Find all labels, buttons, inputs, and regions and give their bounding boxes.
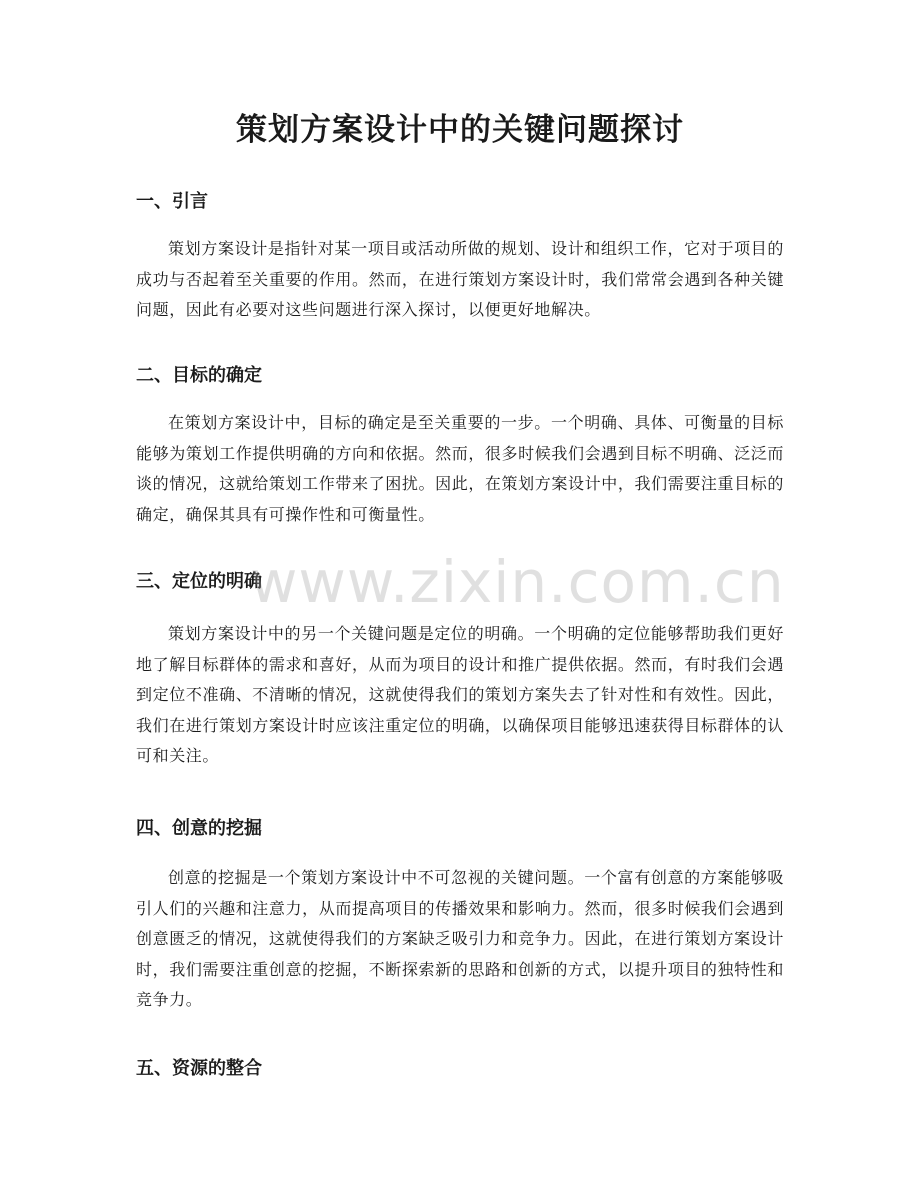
document-title: 策划方案设计中的关键问题探讨 [236, 112, 684, 148]
section-paragraph-positioning: 策划方案设计中的另一个关键问题是定位的明确。一个明确的定位能够帮助我们更好地了解目标群体的需求和喜好，从而为项目的设计和推广提供依据。然而，有时我们会遇到定位不准确、不清晰的情况，这就使得我们的策划方案失去了针对性和有效性。因此，我们在进行策划方案设计时应该注重定位的明确，以确保项目能够迅速获得目标群体的认可和关注。 [136, 624, 784, 765]
section-heading-intro: 一、引言 [136, 191, 208, 212]
section-heading-creativity: 四、创意的挖掘 [136, 818, 262, 839]
section-heading-resources: 五、资源的整合 [136, 1058, 262, 1079]
section-heading-goal: 二、目标的确定 [136, 365, 262, 386]
section-paragraph-intro: 策划方案设计是指针对某一项目或活动所做的规划、设计和组织工作，它对于项目的成功与否起着至关重要的作用。然而，在进行策划方案设计时，我们常常会遇到各种关键问题，因此有必要对这些问题进行深入探讨，以便更好地解决。 [136, 239, 784, 319]
section-paragraph-goal: 在策划方案设计中，目标的确定是至关重要的一步。一个明确、具体、可衡量的目标能够为策划工作提供明确的方向和依据。然而，很多时候我们会遇到目标不明确、泛泛而谈的情况，这就给策划工作带来了困扰。因此，在策划方案设计中，我们需要注重目标的确定，确保其具有可操作性和可衡量性。 [136, 413, 784, 524]
watermark: www.zixin.com.cn [250, 548, 785, 616]
section-paragraph-creativity: 创意的挖掘是一个策划方案设计中不可忽视的关键问题。一个富有创意的方案能够吸引人们的兴趣和注意力，从而提高项目的传播效果和影响力。然而，很多时候我们会遇到创意匮乏的情况，这就使得我们的方案缺乏吸引力和竞争力。因此，在进行策划方案设计时，我们需要注重创意的挖掘，不断探索新的思路和创新的方式，以提升项目的独特性和竞争力。 [136, 868, 784, 1009]
section-heading-positioning: 三、定位的明确 [136, 571, 262, 592]
